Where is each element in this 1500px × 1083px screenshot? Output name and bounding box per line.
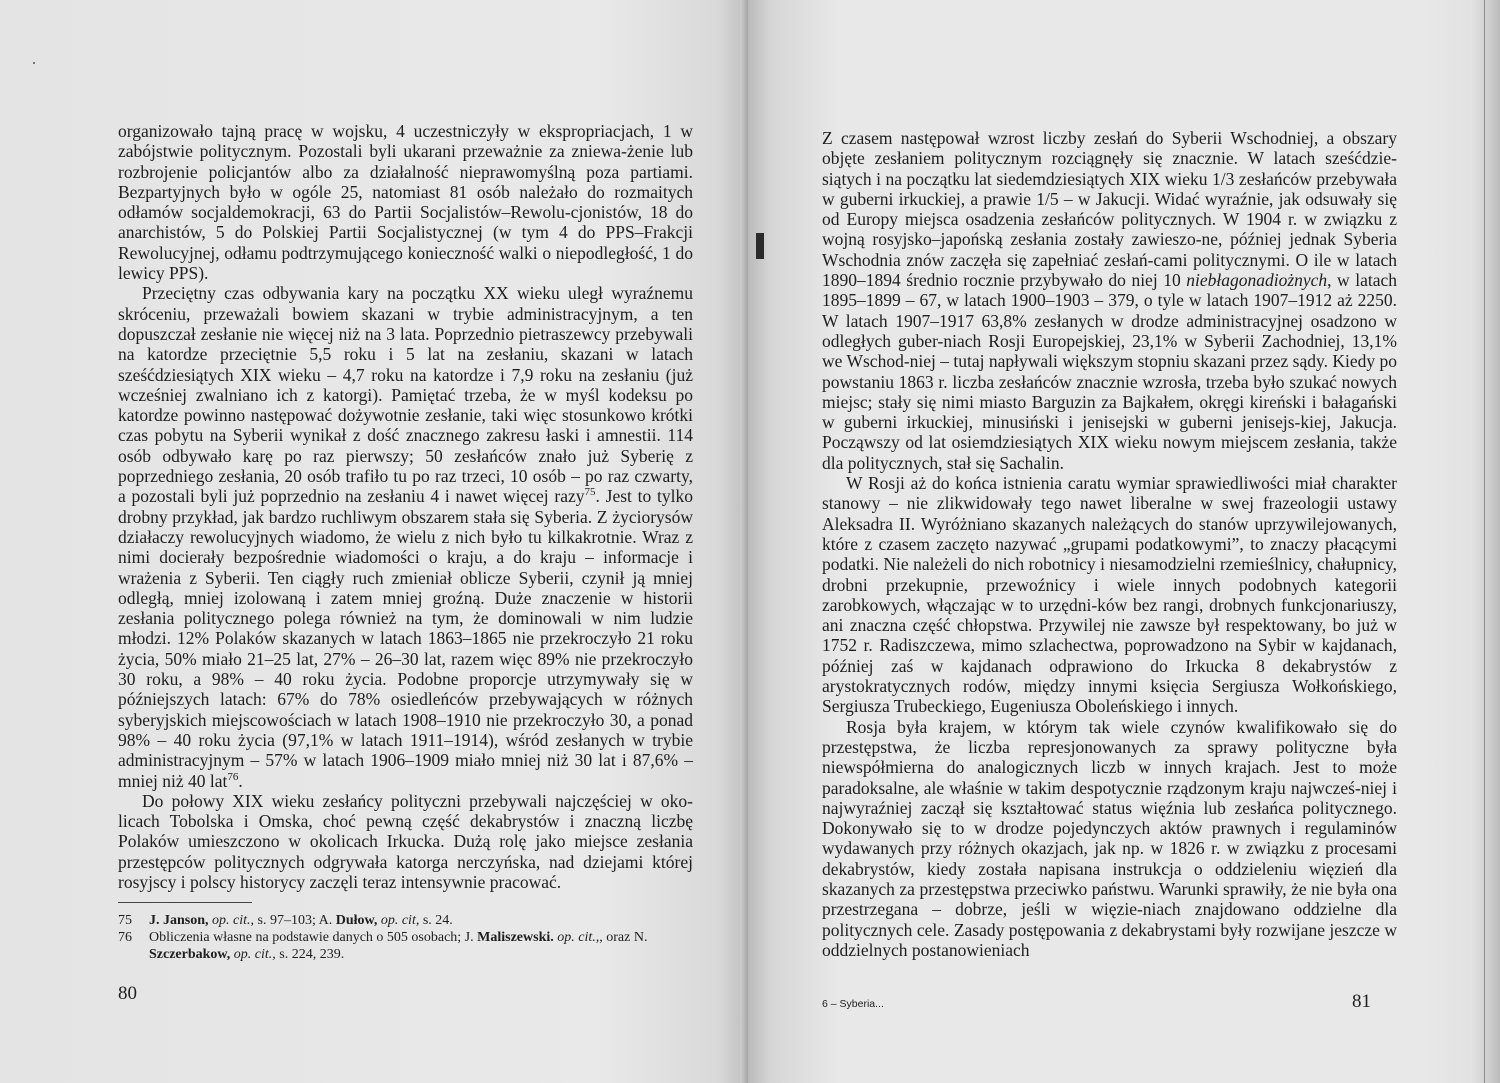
paragraph: W Rosji aż do końca istnienia caratu wymiar sprawiedliwości miał charakter stanowy – nie zlikwidowały tego nawet liberalne w swej frazeologii ustawy Aleksadra II. Wyróżniano skazanych należących do stanów uprzywilejowanych, które z czasem zaczęto nazywać „grupami podatkowymi”, to znaczy płacącymi podatki. Nie należeli do nich robotnicy i niesamodzielni rzemieślnicy, chałupnicy, drobni przekupnie, przewoźnicy i wiele innych podobnych kategorii zarobkowych, włączając w to urzędni-ków bez rangi, drobnych funkcjonariuszy, ani znaczna część chłopstwa. Przywilej nie zawsze był respektowany, bo już w 1752 r. Radiszczewa, mimo szlachectwa, poprowadzono na Sybir w kajdanach, później zaś w kajdanach odprawiono do Irkucka 8 dekabrystów z arystokratycznych rodów, między innymi księcia Sergiusza Wołkońskiego, Sergiusza Trubeckiego, Eugeniusza Obolеńskiego i innych. <box>822 473 1397 717</box>
italic-term: niebłagonadiożnych <box>1186 270 1328 291</box>
paragraph: organizowało tajną pracę w wojsku, 4 uczestniczyły w ekspropriacjach, 1 w zabójstwie politycznym. Pozostali byli ukarani przeważnie za zniewa-żenie lub rozbrojenie policjantów albo za działalność nieprawomyślną poza partiami. Bezpartyjnych było w ogóle 25, natomiast 81 osób należało do rozmaitych odłamów socjaldemokracji, 63 do Partii Socjalistów–Rewolu-cjonistów, 18 do anarchistów, 5 do Polskiej Partii Socjalistycznej (w tym 4 do PPS–Frakcji Rewolucyjnej, odłamu podtrzymującego konieczność walki o niepodległość, 1 do lewicy PPS). <box>118 121 693 284</box>
footnote <box>118 912 700 929</box>
footnote-text: J. Janson, op. cit., s. 97–103; A. Dułow, op. cit, s. 24. <box>149 913 453 928</box>
left-page <box>0 0 748 1083</box>
paragraph-text: Z czasem następował wzrost liczby zesłań do Syberii Wschodniej, a obszary objęte zesłaniem politycznym rozciągnęły się znacznie. W latach sześćdzie-siątych i na początku lat siedemdziesiątych XIX wieku 1/3 zesłańców przebywała w guberni irkuckiej, a prawie 1/5 – w Jakucji. Widać wyraźnie, jak odsuwały się od Europy miejsca osadzenia zesłańców politycznych. W 1904 r. w związku z wojną rosyjsko–japońską zesłania zostały zawieszo-ne, później jednak Syberia Wschodnia znów zaczęła się zapełniać zesłań-cami politycznymi. O ile w latach 1890–1894 średnio rocznie przybywało do niej 10 <box>822 128 1397 291</box>
page-number: 80 <box>118 983 137 1004</box>
footnote-text: Obliczenia własne na podstawie danych o 505 osobach; J. Maliszewski. op. cit.,, oraz N. Szczerbakow, op. cit., s. 224, 239. <box>149 930 648 962</box>
margin-marker <box>756 233 764 259</box>
footnote-rule <box>118 902 252 903</box>
right-page-body <box>822 128 1397 960</box>
footnote <box>118 929 700 963</box>
paragraph: Przeciętny czas odbywania kary na początku XX wieku uległ wyraźnemu skróceniu, przeważali bowiem skazani w trybie administracyjnym, a ten dopuszczał zesłanie nie więcej niż na 3 lata. Poprzednio pietraszewcy przebywali na katordze przeciętnie 5,5 roku i 5 lat na zesłaniu, skazani w latach sześćdziesiątych XIX wieku – 4,7 roku na katordze i 7,9 roku na zesłaniu (już wcześniej zwalniano ich z katorgi). Pamiętać trzeba, że w myśl kodeksu po katordze powinno następować dożywotnie zesłanie, taki więc stosunkowo krótki czas pobytu na Syberii wynikał z dość znacznego zakresu łaski i amnestii. 114 osób odbywało karę po raz pierwszy; 50 zesłańców znało już Syberię z poprzedniego zesłania, 20 osób trafiło tu po raz trzeci, 10 osób – po raz czwarty, a pozostali byli już poprzednio na zesłaniu 4 i nawet więcej razy$^{75}$. Jest to tylko drobny przykład, jak bardzo ruchliwym obszarem stała się Syberia. Z życiorysów działaczy rewolucyjnych wiadomo, że wielu z nich było tu kilkakrotnie. Wraz z nimi docierały bezpośrednie wiadomości o kraju, a do kraju – informacje i wrażenia z Syberii. Ten ciągły ruch zmieniał oblicze Syberii, czynił ją mniej odległą, mniej izolowaną i zatem mniej groźną. Duże znaczenie w historii zesłania politycznego polega również na tym, że dominowali w nim ludzie młodzi. 12% Polaków skazanych w latach 1863–1865 nie przekroczyło 21 roku życia, 50% miało 21–25 lat, 27% – 26–30 lat, razem więc 89% nie przekroczyło 30 roku, a 98% – 40 roku życia. Podobne proporcje utrzymywały się w późniejszych latach: 67% do 78% osiedleńców przebywających w różnych syberyjskich miejscowościach w latach 1908–1910 nie przekroczyło 30, a ponad 98% – 40 roku życia (97,1% w latach 1911–1914), wśród zesłanych w trybie administracyjnym – 57% w latach 1906–1909 miało mniej niż 30 lat i 87,6% – mniej niż 40 lat$^{76}$. <box>118 283 693 791</box>
paragraph <box>822 128 1397 473</box>
footnotes <box>118 912 700 963</box>
signature-mark: 6 – Syberia... <box>822 998 884 1010</box>
paragraph-text: , w latach 1895–1899 – 67, w latach 1900–1903 – 379, o tyle w latach 1907–1912 aż 2250. W latach 1907–1917 63,8% zesłanych w drodze administracyjnej osadzono w odległych guber-niach Rosji Europejskiej, 23,1% w Syberii Zachodniej, 13,1% we Wschod-niej – tutaj napływali większym stopniu skazani przez sądy. Kiedy po powstaniu 1863 r. liczba zesłańców znacznie wzrosła, trzeba było szukać nowych miejsc; stały się nimi miasto Barguzin za Bajkałem, okręgi kireński i bałagański w guberni irkuckiej, minusiński i jenisejski w guberni jenisejs-kiej, Jakucja. Począwszy od lat osiemdziesiątych XIX wieku nowym miejscem zesłania, także dla politycznych, stał się Sachalin. <box>822 270 1397 473</box>
footnote-ref: 76 <box>227 770 239 783</box>
left-page-body <box>118 121 693 892</box>
right-book-edge <box>1470 0 1500 1083</box>
paragraph: Do połowy XIX wieku zesłańcy polityczni przebywali najczęściej w oko-licach Tobolska i Omska, choć pewną część dekabrystów i znaczną liczbę Polaków umieszczono w okolicach Irkucka. Dużą rolę jako miejsce zesłania przestępców politycznych odgrywała katorga nerczyńska, nad dziejami której rosyjscy i polscy historycy zaczęli teraz intensywnie pracować. <box>118 790 693 892</box>
paragraph-text: Jest to tylko drobny przykład, jak bardzo ruchliwym obszarem stała się Syberia. Z życiorysów działaczy rewolucyjnych wiadomo, że wielu z nich było tu kilkakrotnie. Wraz z nimi docierały bezpośrednie wiadomości o kraju, a do kraju – informacje i wrażenia z Syberii. Ten ciągły ruch zmieniał oblicze Syberii, czynił ją mniej odległą, mniej izolowaną i zatem mniej groźną. Duże znaczenie w historii zesłania politycznego polega również na tym, że dominowali w nim ludzie młodzi. 12% Polaków skazanych w latach 1863–1865 nie przekroczyło 21 roku życia, 50% miało 21–25 lat, 27% – 26–30 lat, razem więc 89% nie przekroczyło 30 roku, a 98% – 40 roku życia. Podobne proporcje utrzymywały się w późniejszych latach: 67% do 78% osiedleńców przebywających w różnych syberyjskich miejscowościach w latach 1908–1910 nie przekroczyło 30, a ponad 98% – 40 roku życia (97,1% w latach 1911–1914), wśród zesłanych w trybie administracyjnym – 57% w latach 1906–1909 miało mniej niż 30 lat i 87,6% – mniej niż 40 lat <box>118 486 693 791</box>
speck <box>33 62 35 64</box>
footnote-ref: 75 <box>584 486 596 499</box>
footnote-number: 75 <box>118 913 132 928</box>
paragraph-text: Przeciętny czas odbywania kary na początku XX wieku uległ wyraźnemu skróceniu, przeważali bowiem skazani w trybie administracyjnym, a ten dopuszczał zesłanie nie więcej niż na 3 lata. Poprzednio pietraszewcy przebywali na katordze przeciętnie 5,5 roku i 5 lat na zesłaniu, skazani w latach sześćdziesiątych XIX wieku – 4,7 roku na katordze i 7,9 roku na zesłaniu (już wcześniej zwalniano ich z katorgi). Pamiętać trzeba, że w myśl kodeksu po katordze powinno następować dożywotnie zesłanie, taki więc stosunkowo krótki czas pobytu na Syberii wynikał z dość znacznego zakresu łaski i amnestii. 114 osób odbywało karę po raz pierwszy; 50 zesłańców znało już Syberię z poprzedniego zesłania, 20 osób trafiło tu po raz trzeci, 10 osób – po raz czwarty, a pozostali byli już poprzednio na zesłaniu 4 i nawet więcej razy <box>118 283 693 507</box>
page-number: 81 <box>1352 991 1371 1012</box>
footnote-number: 76 <box>118 930 132 945</box>
paragraph: Rosja była krajem, w którym tak wiele czynów kwalifikowało się do przestępstwa, że liczba represjonowanych za sprawy polityczne była niewspółmierna do analogicznych liczb w innych krajach. Jest to może paradoksalne, ale właśnie w takim despotycznie rządzonym kraju najwcześ-niej i najwyraźniej zaczął się kształtować status więźnia lub zesłańca politycznego. Dokonywało się to w drodze pojedynczych aktów prawnych i regulaminów wydawanych przy różnych okazjach, jak np. w 1826 r. w związku z procesami dekabrystów, kiedy została napisana instrukcja o oddzieleniu więzień dla skazanych za przestępstwa przeciwko państwu. Warunki sprawiły, że nie była ona przestrzegana – dobrze, jeśli w więzie-niach znajdowano oddzielne dla politycznych cele. Zasady postępowania z dekabrystami były rozwijane jeszcze w oddzielnych postanowieniach <box>822 716 1397 960</box>
